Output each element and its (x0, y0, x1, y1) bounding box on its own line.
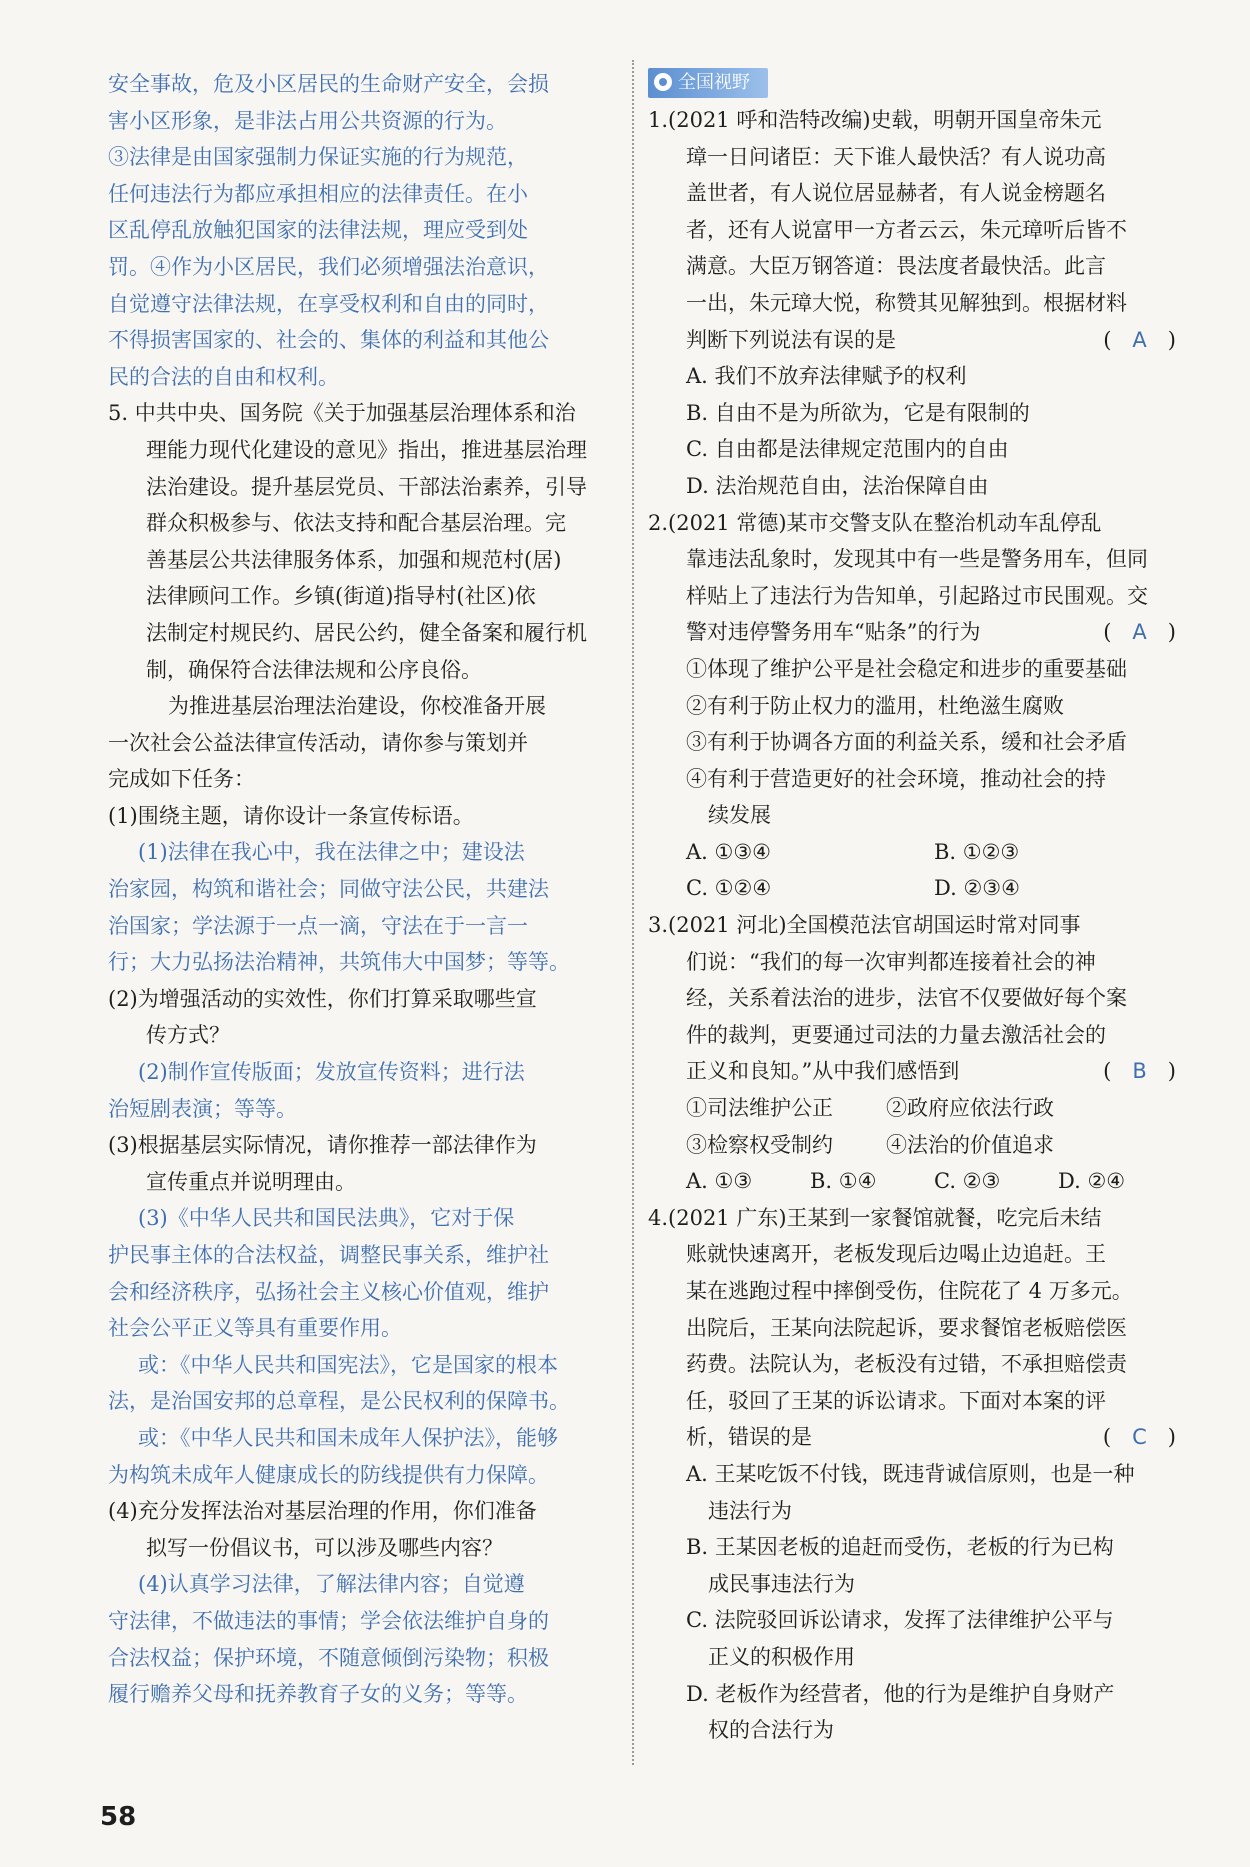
text-line: 者，还有人说富甲一方者云云，朱元璋听后皆不 (686, 217, 1127, 242)
text-line: 宣传重点并说明理由。 (146, 1169, 356, 1194)
text-line: 4.(2021 广东)王某到一家餐馆就餐，吃完后未结 (648, 1205, 1102, 1230)
globe-icon (654, 73, 672, 91)
section-badge-label: 全国视野 (678, 72, 750, 93)
text-line: 任，驳回了王某的诉讼请求。下面对本案的评 (686, 1388, 1106, 1413)
text-line: 法制定村规民约、居民公约，健全备案和履行机 (146, 620, 587, 645)
answer-line: 罚。④作为小区居民，我们必须增强法治意识， (108, 254, 549, 279)
option: ②政府应依法行政 (886, 1096, 1054, 1121)
text-line: 满意。大臣万钢答道：畏法度者最快活。此言 (686, 254, 1106, 279)
text-line: 靠违法乱象时，发现其中有一些是警务用车，但同 (686, 547, 1148, 572)
option: A. ①③ (686, 1169, 753, 1194)
text-line: 件的裁判，更要通过司法的力量去激活社会的 (686, 1022, 1106, 1047)
text-line: 璋一日问诸臣：天下谁人最快活？有人说功高 (686, 144, 1106, 169)
text-line (648, 322, 1176, 359)
text-line (648, 1419, 1176, 1456)
text-line: 2.(2021 常德)某市交警支队在整治机动车乱停乱 (648, 510, 1102, 535)
text-line: 群众积极参与、依法支持和配合基层治理。完 (146, 511, 566, 536)
answer-line: ③法律是由国家强制力保证实施的行为规范， (108, 145, 528, 170)
text-line: 法律顾问工作。乡镇(街道)指导村(社区)依 (146, 584, 536, 609)
answer-line: 民的合法的自由和权利。 (108, 364, 339, 389)
answer-bracket: ( A ) (1103, 327, 1176, 352)
answer-letter: A (1132, 620, 1147, 645)
text-line: 正义的积极作用 (708, 1644, 855, 1669)
text-line: 们说：“我们的每一次审判都连接着社会的神 (686, 949, 1096, 974)
answer-line: 不得损害国家的、社会的、集体的利益和其他公 (108, 328, 549, 353)
text-line: C. 自由都是法律规定范围内的自由 (686, 437, 1009, 462)
text-line: 药费。法院认为，老板没有过错，不承担赔偿责 (686, 1352, 1127, 1377)
option: ③检察权受制约 (686, 1132, 833, 1157)
answer-line: 自觉遵守法律法规，在享受权利和自由的同时， (108, 291, 549, 316)
answer-line: 治短剧表演；等等。 (108, 1096, 297, 1121)
question-text: 析，错误的是 (686, 1425, 812, 1450)
answer-line: 护民事主体的合法权益，调整民事关系，维护社 (108, 1243, 549, 1267)
answer-line: (3)《中华人民共和国民法典》，它对于保 (138, 1206, 515, 1231)
answer-line: 行；大力弘扬法治精神，共筑伟大中国梦；等等。 (108, 950, 570, 975)
answer-line: 为构筑未成年人健康成长的防线提供有力保障。 (108, 1462, 549, 1487)
text-line: (4)充分发挥法治对基层治理的作用，你们准备 (108, 1499, 537, 1524)
answer-line: 合法权益；保护环境，不随意倾倒污染物；积极 (108, 1645, 549, 1670)
text-line: ③有利于协调各方面的利益关系，缓和社会矛盾 (686, 730, 1127, 755)
text-line: 1.(2021 呼和浩特改编)史载，明朝开国皇帝朱元 (648, 108, 1102, 132)
text-line: 某在逃跑过程中摔倒受伤，住院花了 4 万多元。 (686, 1279, 1133, 1303)
text-line: D. 老板作为经营者，他的行为是维护自身财产 (686, 1681, 1115, 1706)
answer-line: 区乱停乱放触犯国家的法律法规，理应受到处 (108, 218, 528, 243)
right-column (648, 66, 1176, 1749)
text-line: ①体现了维护公平是社会稳定和进步的重要基础 (686, 656, 1127, 681)
answer-line: (2)制作宣传版面；发放宣传资料；进行法 (138, 1060, 525, 1085)
answer-bracket: ( A ) (1103, 620, 1176, 645)
text-line: 账就快速离开，老板发现后边喝止边追赶。王 (686, 1242, 1106, 1267)
option-row (648, 834, 1176, 871)
text-line: ②有利于防止权力的滥用，杜绝滋生腐败 (686, 693, 1064, 718)
text-line: 成民事违法行为 (708, 1571, 855, 1596)
option-row (648, 870, 1176, 907)
text-line: 续发展 (708, 803, 771, 828)
answer-letter: A (1132, 327, 1147, 352)
option-row (648, 1090, 1176, 1127)
text-line: 完成如下任务： (108, 767, 255, 792)
question-text: 警对违停警务用车“贴条”的行为 (686, 620, 981, 645)
left-column (108, 66, 620, 1713)
text-line: (1)围绕主题，请你设计一条宣传标语。 (108, 803, 474, 828)
option: ①司法维护公正 (686, 1096, 833, 1121)
text-line: 3.(2021 河北)全国模范法官胡国运时常对同事 (648, 913, 1081, 938)
text-line: 出院后，王某向法院起诉，要求餐馆老板赔偿医 (686, 1315, 1127, 1340)
text-line (648, 614, 1176, 651)
text-line: A. 王某吃饭不付钱，既违背诚信原则，也是一种 (686, 1461, 1135, 1486)
text-line: 理能力现代化建设的意见》指出，推进基层治理 (146, 437, 587, 462)
text-line: (2)为增强活动的实效性，你们打算采取哪些宣 (108, 986, 537, 1011)
text-line: 为推进基层治理法治建设，你校准备开展 (168, 694, 546, 719)
answer-line: 社会公平正义等具有重要作用。 (108, 1316, 402, 1341)
option: D. ②③④ (934, 876, 1020, 901)
option: C. ①②④ (686, 876, 772, 901)
option: D. ②④ (1058, 1169, 1126, 1194)
text-line: ④有利于营造更好的社会环境，推动社会的持 (686, 766, 1106, 791)
answer-line: 任何违法行为都应承担相应的法律责任。在小 (108, 181, 528, 206)
answer-line: 法，是治国安邦的总章程，是公民权利的保障书。 (108, 1389, 570, 1414)
answer-line: 害小区形象，是非法占用公共资源的行为。 (108, 108, 507, 133)
text-line: 拟写一份倡议书，可以涉及哪些内容？ (146, 1535, 503, 1560)
text-line: C. 法院驳回诉讼请求，发挥了法律维护公平与 (686, 1608, 1114, 1633)
answer-letter: C (1132, 1425, 1147, 1450)
option: C. ②③ (934, 1169, 1001, 1194)
page-number: 58 (100, 1802, 137, 1832)
answer-bracket: ( B ) (1103, 1059, 1176, 1084)
text-line: 善基层公共法律服务体系，加强和规范村(居) (146, 547, 562, 572)
text-line: 权的合法行为 (708, 1718, 834, 1743)
text-line: 违法行为 (708, 1498, 792, 1523)
answer-line: 治国家；学法源于一点一滴，守法在于一言一 (108, 913, 528, 938)
text-line: 传方式？ (146, 1023, 230, 1048)
option: B. ①④ (810, 1169, 877, 1194)
text-line: 法治建设。提升基层党员、干部法治素养，引导 (146, 474, 587, 499)
answer-bracket: ( C ) (1102, 1425, 1176, 1450)
answer-line: (1)法律在我心中，我在法律之中；建设法 (138, 840, 525, 865)
question-text: 正义和良知。”从中我们感悟到 (686, 1059, 960, 1084)
answer-line: 履行赡养父母和抚养教育子女的义务；等等。 (108, 1682, 528, 1707)
answer-line: 或：《中华人民共和国未成年人保护法》，能够 (138, 1425, 558, 1450)
text-line: (3)根据基层实际情况，请你推荐一部法律作为 (108, 1133, 537, 1158)
text-line: 5. 中共中央、国务院《关于加强基层治理体系和治 (108, 401, 576, 426)
option-row (648, 1127, 1176, 1164)
answer-line: (4)认真学习法律，了解法律内容；自觉遵 (138, 1572, 525, 1597)
text-line: 制，确保符合法律法规和公序良俗。 (146, 657, 482, 682)
question-text: 判断下列说法有误的是 (686, 327, 896, 352)
text-line: B. 王某因老板的追赶而受伤，老板的行为已构 (686, 1535, 1114, 1560)
answer-line: 安全事故，危及小区居民的生命财产安全，会损 (108, 72, 549, 96)
answer-letter: B (1132, 1059, 1147, 1084)
option: B. ①②③ (934, 839, 1020, 864)
answer-line: 会和经济秩序，弘扬社会主义核心价值观，维护 (108, 1279, 549, 1304)
text-line: B. 自由不是为所欲为，它是有限制的 (686, 400, 1030, 425)
option: A. ①③④ (686, 839, 771, 864)
answer-line: 或：《中华人民共和国宪法》，它是国家的根本 (138, 1352, 558, 1377)
text-line: 一次社会公益法律宣传活动，请你参与策划并 (108, 730, 528, 755)
column-divider (632, 60, 634, 1765)
answer-line: 治家园，构筑和谐社会；同做守法公民，共建法 (108, 877, 549, 902)
option-row (648, 1163, 1176, 1200)
text-line: 样贴上了违法行为告知单，引起路过市民围观。交 (686, 583, 1148, 608)
text-line (648, 1053, 1176, 1090)
text-line: A. 我们不放弃法律赋予的权利 (686, 364, 967, 389)
option: ④法治的价值追求 (886, 1132, 1054, 1157)
text-line: D. 法治规范自由，法治保障自由 (686, 473, 989, 498)
text-line: 盖世者，有人说位居显赫者，有人说金榜题名 (686, 181, 1106, 206)
text-line: 经，关系着法治的进步，法官不仅要做好每个案 (686, 986, 1127, 1011)
text-line: 一出，朱元璋大悦，称赞其见解独到。根据材料 (686, 290, 1127, 315)
answer-line: 守法律，不做违法的事情；学会依法维护自身的 (108, 1608, 549, 1633)
section-badge (648, 68, 768, 98)
